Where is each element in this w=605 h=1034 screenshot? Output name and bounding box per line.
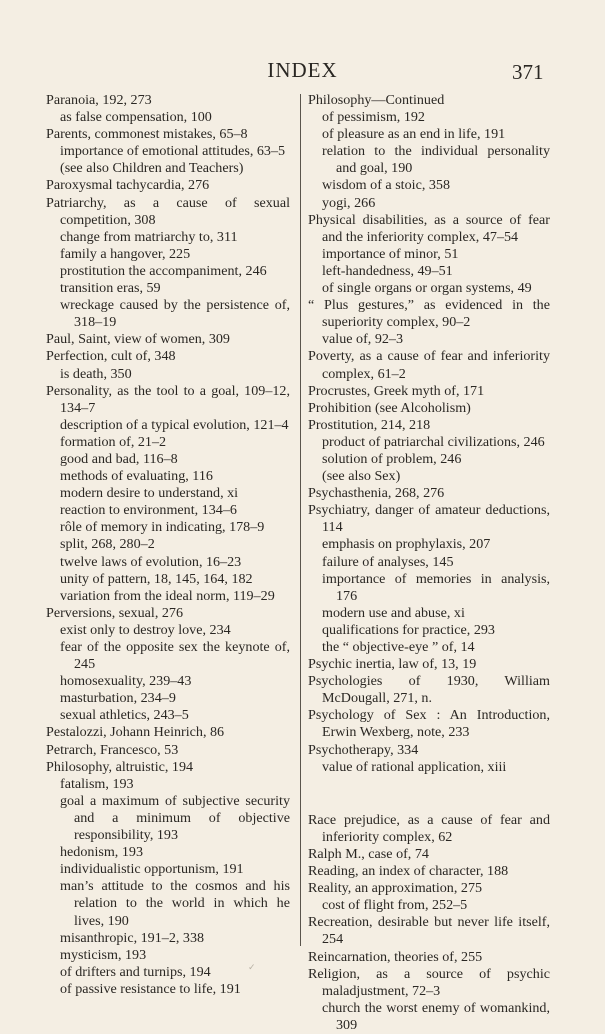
- index-entry: Recreation, desirable but never life itself, 254: [308, 914, 550, 948]
- index-subentry: family a hangover, 225: [60, 245, 191, 262]
- index-subentry: qualifications for practice, 293: [322, 621, 495, 638]
- index-subentry: twelve laws of evolution, 16–23: [60, 553, 242, 570]
- index-entry: Psychology of Sex : An Introduction, Erwin Wexberg, note, 233: [308, 707, 550, 741]
- index-subentry: emphasis on prophylaxis, 207: [322, 536, 491, 553]
- index-entry: Prohibition (see Alcoholism): [308, 399, 471, 416]
- index-subentry: of drifters and turnips, 194: [60, 963, 211, 980]
- index-subentry: transition eras, 59: [60, 280, 161, 297]
- index-subentry: solution of problem, 246: [322, 450, 462, 467]
- index-entry: Psychasthenia, 268, 276: [308, 485, 445, 502]
- index-subentry: man’s attitude to the cosmos and his relation to the world in which he lives, 190: [60, 878, 290, 929]
- index-subentry: goal a maximum of subjective security and a minimum of objective responsibility, 193: [60, 792, 290, 844]
- index-subentry: sexual athletics, 243–5: [60, 707, 189, 724]
- index-subentry: the “ objective-eye ” of, 14: [322, 639, 475, 655]
- index-subentry: methods of evaluating, 116: [60, 468, 213, 485]
- index-subentry: of passive resistance to life, 191: [60, 980, 241, 997]
- index-subentry: exist only to destroy love, 234: [60, 621, 231, 638]
- index-entry: Prostitution, 214, 218: [308, 416, 431, 433]
- index-subentry: unity of pattern, 18, 145, 164, 182: [60, 570, 253, 587]
- index-entry: Perfection, cult of, 348: [46, 348, 176, 365]
- index-entry: Petrarch, Francesco, 53: [46, 741, 179, 758]
- index-subentry: fear of the opposite sex the keynote of, 245: [60, 639, 290, 673]
- index-subentry: value of, 92–3: [322, 331, 404, 348]
- index-subentry: yogi, 266: [322, 194, 376, 211]
- index-subentry: good and bad, 116–8: [60, 450, 178, 467]
- column-divider: [300, 94, 301, 946]
- index-entry: Religion, as a source of psychic maladjustment, 72–3: [308, 965, 550, 999]
- index-column-left: [46, 92, 290, 998]
- index-entry: Psychotherapy, 334: [308, 741, 419, 758]
- index-subentry: split, 268, 280–2: [60, 536, 155, 553]
- index-entry: Race prejudice, as a cause of fear and inferiority complex, 62: [308, 811, 550, 845]
- index-subentry: left-handedness, 49–51: [322, 262, 453, 279]
- index-subentry: church the worst enemy of womankind, 309: [322, 999, 550, 1033]
- page-number: 371: [512, 60, 544, 84]
- index-entry: Philosophy—Continued: [308, 92, 445, 108]
- index-entry: Psychologies of 1930, William McDougall, 271, n.: [308, 673, 550, 707]
- index-subentry: value of rational application, xiii: [322, 758, 507, 775]
- index-entry: Paul, Saint, view of women, 309: [46, 331, 230, 348]
- index-entry: Reincarnation, theories of, 255: [308, 948, 483, 965]
- index-subentry: formation of, 21–2: [60, 433, 167, 450]
- page-title: INDEX: [267, 58, 338, 82]
- index-subentry: importance of minor, 51: [322, 245, 459, 262]
- index-entry: Psychic inertia, law of, 13, 19: [308, 656, 477, 673]
- index-subentry: description of a typical evolution, 121–4: [60, 416, 289, 433]
- index-entry: Paranoia, 192, 273: [46, 92, 152, 108]
- index-entry: Psychiatry, danger of amateur deductions, 114: [308, 502, 550, 536]
- index-subentry: of pleasure as an end in life, 191: [322, 126, 506, 143]
- index-entry: Philosophy, altruistic, 194: [46, 758, 194, 775]
- index-entry: Personality, as the tool to a goal, 109–12, 134–7: [46, 382, 290, 416]
- index-subentry: change from matriarchy to, 311: [60, 228, 238, 245]
- index-subentry: variation from the ideal norm, 119–29: [60, 587, 275, 604]
- index-entry: Parents, commonest mistakes, 65–8: [46, 126, 248, 143]
- index-subentry: misanthropic, 191–2, 338: [60, 929, 205, 946]
- index-subentry: of single organs or organ systems, 49: [322, 280, 532, 297]
- index-subentry: (see also Children and Teachers): [60, 160, 244, 177]
- index-subentry: reaction to environment, 134–6: [60, 502, 237, 519]
- index-column-right: [308, 92, 550, 1034]
- index-entry: Procrustes, Greek myth of, 171: [308, 382, 485, 399]
- index-entry: Physical disabilities, as a source of fear and the inferiority complex, 47–54: [308, 211, 550, 245]
- index-subentry: as false compensation, 100: [60, 109, 212, 126]
- index-subentry: (see also Sex): [322, 468, 401, 485]
- index-subentry: prostitution the accompaniment, 246: [60, 262, 267, 279]
- index-subentry: importance of memories in analysis, 176: [322, 570, 550, 604]
- index-subentry: wisdom of a stoic, 358: [322, 177, 451, 194]
- index-entry: Reading, an index of character, 188: [308, 863, 509, 880]
- index-subentry: modern use and abuse, xi: [322, 604, 465, 621]
- index-entry: Patriarchy, as a cause of sexual competition, 308: [46, 194, 290, 228]
- index-subentry: individualistic opportunism, 191: [60, 861, 244, 878]
- index-entry: Poverty, as a cause of fear and inferiority complex, 61–2: [308, 348, 550, 382]
- index-entry: Pestalozzi, Johann Heinrich, 86: [46, 724, 225, 741]
- index-subentry: is death, 350: [60, 365, 132, 382]
- index-subentry: hedonism, 193: [60, 844, 143, 861]
- index-subentry: cost of flight from, 252–5: [322, 897, 468, 914]
- index-subentry: product of patriarchal civilizations, 246: [322, 433, 545, 450]
- index-subentry: modern desire to understand, xi: [60, 485, 239, 502]
- index-subentry: importance of emotional attitudes, 63–5: [60, 143, 286, 160]
- index-entry: Paroxysmal tachycardia, 276: [46, 177, 210, 194]
- page-mark: ✓: [248, 962, 256, 972]
- index-entry: Reality, an approximation, 275: [308, 880, 483, 897]
- index-entry: Ralph M., case of, 74: [308, 845, 429, 862]
- index-subentry: wreckage caused by the persistence of, 318–19: [60, 297, 290, 331]
- index-subentry: of pessimism, 192: [322, 109, 425, 126]
- index-subentry: rôle of memory in indicating, 178–9: [60, 519, 265, 536]
- index-subentry: failure of analyses, 145: [322, 553, 454, 570]
- index-entry: “ Plus gestures,” as evidenced in the superiority complex, 90–2: [308, 297, 550, 331]
- index-subentry: relation to the individual personality and goal, 190: [322, 143, 550, 177]
- index-subentry: masturbation, 234–9: [60, 690, 176, 707]
- index-subentry: homosexuality, 239–43: [60, 673, 192, 690]
- index-subentry: fatalism, 193: [60, 775, 134, 792]
- index-subentry: mysticism, 193: [60, 946, 147, 963]
- index-entry: Perversions, sexual, 276: [46, 604, 184, 621]
